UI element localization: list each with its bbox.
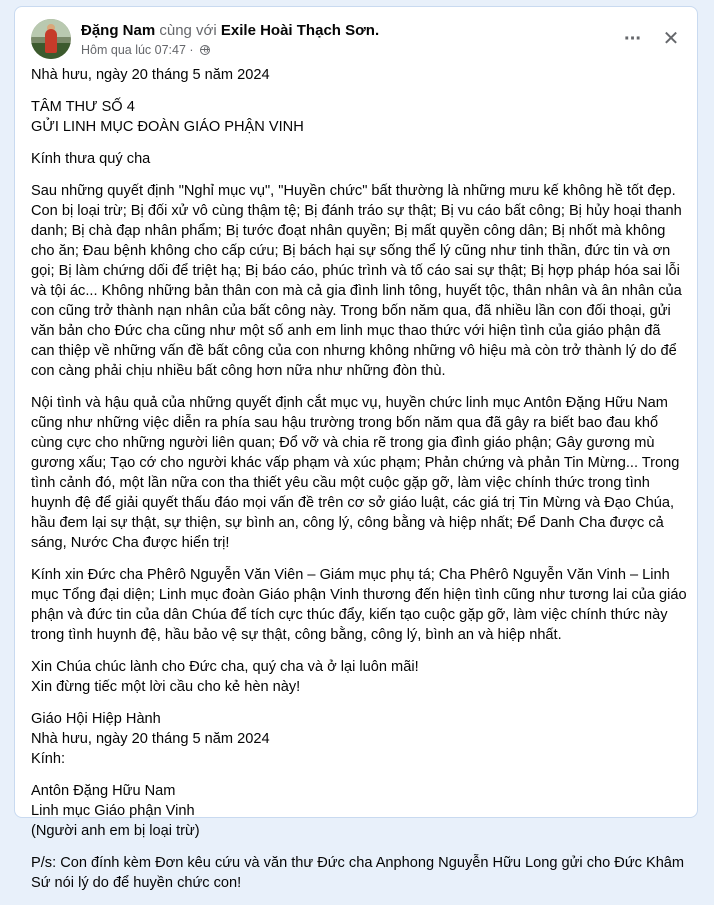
meta-dot: ·	[189, 43, 194, 57]
signature	[31, 781, 687, 841]
post-timestamp[interactable]: Hôm qua lúc 07:47	[81, 43, 186, 57]
sign-kinh: Kính:	[31, 751, 66, 767]
header-actions	[609, 29, 681, 50]
paragraph-1: Sau những quyết định "Nghỉ mục vụ", "Huyền chức" bất thường là những mưu kế không hề tốt đẹp. Con bị loại trừ; Bị đối xử vô cùng thậm tệ; Bị đánh tráo sự thật; Bị vu cáo bất công; Bị hủy hoại thanh danh; Bị chà đạp nhân phẩm; Bị tước đoạt nhân quyền; Bị mất quyền công dân; Bị nhốt mà không cho ăn; Đau bệnh không cho cấp cứu; Bị bách hại sự sống thể lý cũng như tinh thần, đức tin và ơn gọi; Bị làm chứng dối để triệt hạ; Bị báo cáo, phúc trình và tố cáo sai sự thật; Bị hợp pháp hóa sai lỗi và tội ác... Không những bản thân con mà cả gia đình linh tông, huyết tộc, thân nhân và ân nhân của con cũng trở thành nạn nhân của bất công này. Trong bốn năm qua, đã nhiều lần con đối thoại, gửi văn bản cho Đức cha cũng như một số anh em linh mục thao thức với hiện tình của giáo phận đã can thiệp về những vấn đề bất công của con nhưng không những vô hiệu mà còn trở thành lý do để con càng phải chịu nhiều bất công hơn nữa như những đòn thù.	[31, 183, 682, 379]
blessing	[31, 657, 687, 697]
author-name[interactable]: Đặng Nam	[81, 22, 156, 39]
author-line	[81, 22, 379, 39]
sign-name: Antôn Đặng Hữu Nam	[31, 783, 176, 799]
sign-role: Linh mục Giáo phận Vinh	[31, 803, 195, 819]
close-icon[interactable]: ✕	[662, 28, 680, 50]
with-word: cùng với	[159, 22, 217, 39]
date-line: Nhà hưu, ngày 20 tháng 5 năm 2024	[31, 67, 270, 83]
avatar[interactable]	[31, 19, 71, 59]
post-body	[31, 65, 687, 905]
globe-icon	[200, 45, 210, 55]
blessing-2: Xin đừng tiếc một lời cầu cho kẻ hèn này!	[31, 679, 301, 695]
greeting: Kính thưa quý cha	[31, 151, 151, 167]
post-header	[31, 19, 681, 63]
letter-title-2: GỬI LINH MỤC ĐOÀN GIÁO PHẬN VINH	[31, 119, 304, 135]
post-meta	[81, 43, 210, 57]
letter-title	[31, 97, 687, 137]
more-options-icon[interactable]: ···	[624, 28, 642, 50]
paragraph-2: Nội tình và hậu quả của những quyết định cắt mục vụ, huyền chức linh mục Antôn Đặng Hữu Nam cũng như những việc diễn ra phía sau hậu trường trong bốn năm qua đã gây ra biết bao đau khổ cùng cực cho những người liên quan; Đổ vỡ và chia rẽ trong gia đình giáo phận; Gây gương mù gương xấu; Tạo cớ cho người khác vấp phạm và xúc phạm; Phản chứng và phản Tin Mừng... Trong tình cảnh đó, một lần nữa con tha thiết yêu cầu một cuộc gặp gỡ, làm việc chính thức trong tình huynh đệ để giải quyết thấu đáo mọi vấn đề trên cơ sở giáo luật, các giá trị Tin Mừng và Đạo Chúa, hầu đem lại sự thật, sự thiện, sự bình an, công lý, công bằng và hiệp nhất; Để Danh Cha được cả sáng, Nước Cha được hiển trị!	[31, 395, 680, 551]
letter-title-1: TÂM THƯ SỐ 4	[31, 99, 135, 115]
postscript: P/s: Con đính kèm Đơn kêu cứu và văn thư Đức cha Anphong Nguyễn Hữu Long gửi cho Đức Khâm Sứ nói lý do để huyền chức con!	[31, 855, 685, 891]
signature-org	[31, 709, 687, 769]
sign-note: (Người anh em bị loại trừ)	[31, 823, 200, 839]
tagged-name[interactable]: Exile Hoài Thạch Sơn.	[220, 22, 380, 39]
sign-date: Nhà hưu, ngày 20 tháng 5 năm 2024	[31, 731, 270, 747]
blessing-1: Xin Chúa chúc lành cho Đức cha, quý cha và ở lại luôn mãi!	[31, 659, 419, 675]
post-card	[14, 6, 698, 891]
sign-org: Giáo Hội Hiệp Hành	[31, 711, 161, 727]
paragraph-3: Kính xin Đức cha Phêrô Nguyễn Văn Viên – Giám mục phụ tá; Cha Phêrô Nguyễn Văn Vinh – Linh mục Tổng đại diện; Linh mục đoàn Giáo phận Vinh thương đến hiện tình cũng như tương lai của giáo phận và đức tin của dân Chúa để tích cực thúc đẩy, kiến tạo cuộc gặp gỡ, làm việc chính thức này trong tình huynh đệ, hầu bảo vệ sự thật, công bằng, công lý, bình an và hiệp nhất.	[31, 567, 687, 643]
